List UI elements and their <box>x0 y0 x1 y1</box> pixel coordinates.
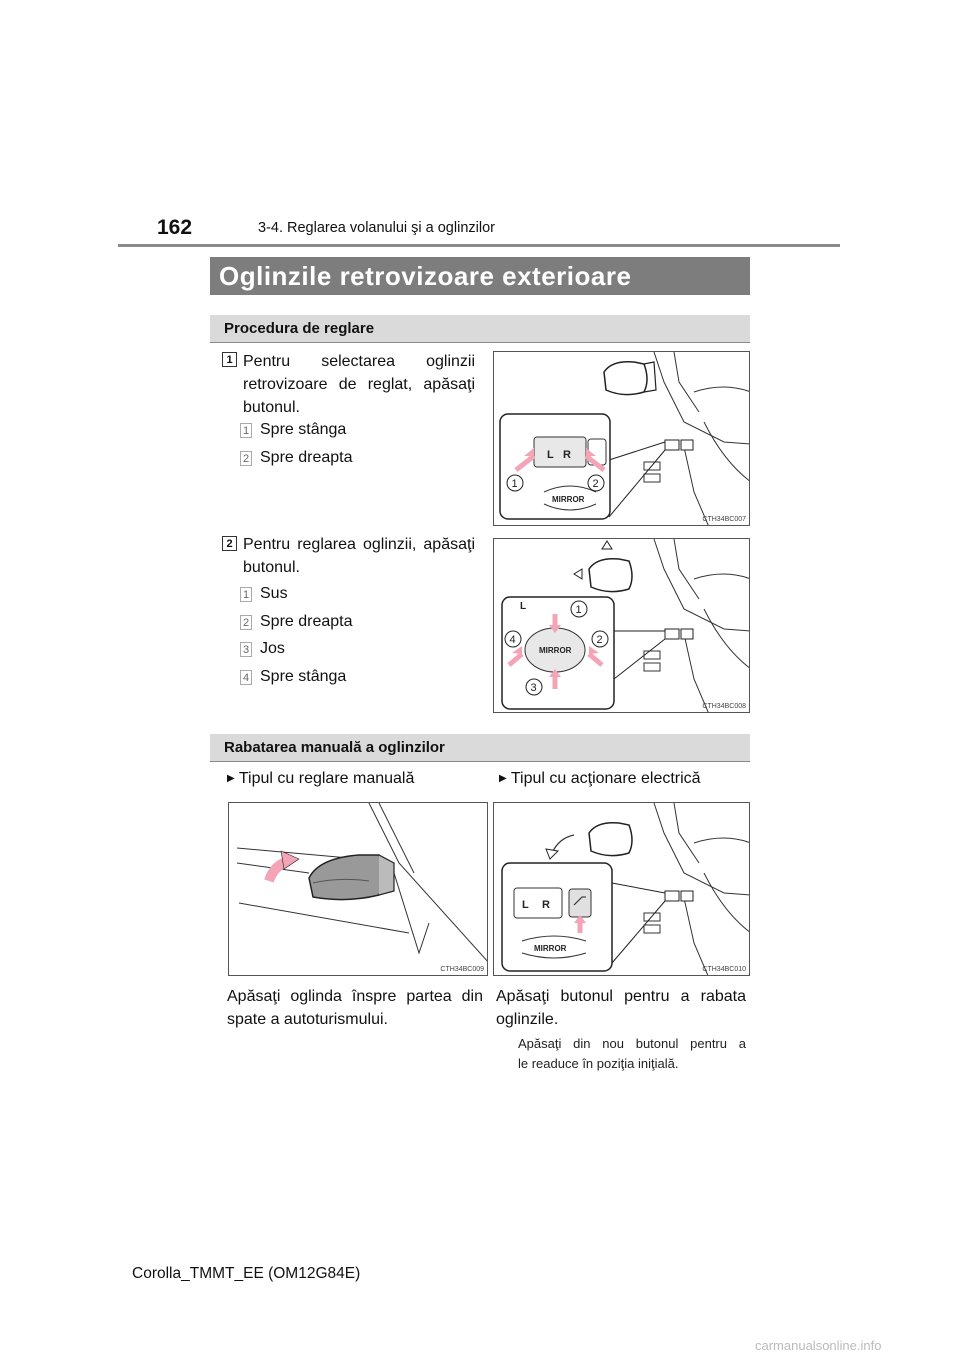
switch-label-l: L <box>522 899 529 911</box>
bullet-arrow-icon: ▶ <box>499 773 507 784</box>
electric-note <box>518 1034 746 1074</box>
switch-label-l: L <box>547 449 554 461</box>
step2-text <box>243 533 475 579</box>
item-number: 2 <box>240 615 252 630</box>
callout-4: 4 <box>509 634 516 646</box>
bullet-arrow-icon: ▶ <box>227 773 235 784</box>
figure-code: CTH34BC007 <box>702 516 746 523</box>
item-number: 1 <box>240 587 252 602</box>
callout-1: 1 <box>575 604 582 616</box>
step2-line1: Pentru reglarea oglinzii, apăsaţi <box>243 536 475 553</box>
electric-note-line2: le readuce în poziţia iniţială. <box>518 1056 679 1071</box>
item-number: 3 <box>240 642 252 657</box>
list-item: Spre dreapta <box>260 449 353 466</box>
list-item: Spre dreapta <box>260 613 353 630</box>
figure-manual-fold <box>228 802 488 976</box>
figure-mirror-select <box>493 351 750 526</box>
step-number-2: 2 <box>222 536 237 551</box>
electric-note-line1: Apăsaţi din nou butonul pentru a <box>518 1036 746 1051</box>
bullet-manual-label: Tipul cu reglare manuală <box>238 770 415 787</box>
manual-caption-line2: spate a autoturismului. <box>227 1011 388 1028</box>
step-number-1: 1 <box>222 352 237 367</box>
footer-model-code: Corolla_TMMT_EE (OM12G84E) <box>132 1265 361 1282</box>
mirror-label: MIRROR <box>552 495 585 504</box>
bullet-electric-label: Tipul cu acţionare electrică <box>510 770 701 787</box>
step1-line1: Pentru selectarea oglinzii <box>243 353 475 370</box>
mirror-label: MIRROR <box>534 944 567 953</box>
list-item: Spre stânga <box>260 668 347 685</box>
figure-code: CTH34BC010 <box>702 966 746 973</box>
running-header: 3-4. Reglarea volanului şi a oglinzilor <box>258 220 495 236</box>
figure-electric-fold-drawing <box>494 803 750 976</box>
step1-line3: butonul. <box>243 399 300 416</box>
manual-caption-line1: Apăsaţi oglinda înspre partea din <box>227 988 483 1005</box>
list-item: Jos <box>260 640 285 657</box>
callout-1: 1 <box>511 478 518 490</box>
figure-mirror-adjust-drawing <box>494 539 750 713</box>
list-item: Spre stânga <box>260 421 347 438</box>
item-number: 4 <box>240 670 252 685</box>
figure-mirror-select-drawing <box>494 352 750 526</box>
figure-mirror-adjust <box>493 538 750 713</box>
step1-text <box>243 350 475 419</box>
step2-line2: butonul. <box>243 559 300 576</box>
callout-2: 2 <box>592 478 599 490</box>
figure-code: CTH34BC009 <box>440 966 484 973</box>
section-title: Oglinzile retrovizoare exterioare <box>210 257 750 295</box>
header-rule <box>118 244 840 247</box>
electric-caption-line2: oglinzile. <box>496 1011 559 1028</box>
figure-manual-fold-drawing <box>229 803 488 976</box>
mirror-label: MIRROR <box>539 646 572 655</box>
subheading-folding: Rabatarea manuală a oglinzilor <box>210 734 750 762</box>
figure-electric-fold <box>493 802 750 976</box>
item-number: 1 <box>240 423 252 438</box>
figure-code: CTH34BC008 <box>702 703 746 710</box>
watermark: carmanualsonline.info <box>755 1338 882 1353</box>
page-number: 162 <box>157 216 193 239</box>
list-item: Sus <box>260 585 288 602</box>
bullet-manual <box>227 770 414 788</box>
step1-line2: retrovizoare de reglat, apăsaţi <box>243 376 475 393</box>
bullet-electric <box>499 770 701 788</box>
callout-3: 3 <box>530 682 537 694</box>
manual-caption <box>227 985 483 1031</box>
callout-2: 2 <box>596 634 603 646</box>
switch-label-r: R <box>542 899 550 911</box>
switch-label-r: R <box>563 449 571 461</box>
subheading-procedure: Procedura de reglare <box>210 315 750 343</box>
switch-label-l: L <box>520 601 527 612</box>
electric-caption-line1: Apăsaţi butonul pentru a rabata <box>496 988 746 1005</box>
electric-caption <box>496 985 746 1031</box>
item-number: 2 <box>240 451 252 466</box>
